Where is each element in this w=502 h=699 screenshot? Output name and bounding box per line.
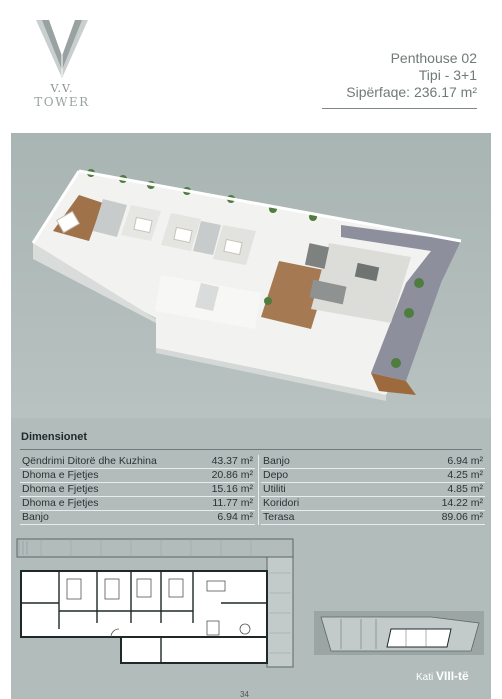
dimension-row xyxy=(20,455,255,469)
room-name: Banjo xyxy=(22,511,49,523)
room-name: Qëndrimi Ditorë dhe Kuzhina xyxy=(22,455,157,467)
floor-label-number: VIII-të xyxy=(436,669,469,683)
room-name: Dhoma e Fjetjes xyxy=(22,483,99,495)
room-area: 89.06 m² xyxy=(441,511,483,523)
dimension-row xyxy=(20,483,255,497)
room-area: 6.94 m² xyxy=(217,511,253,523)
dimension-row xyxy=(20,469,255,483)
header-divider xyxy=(322,108,477,109)
room-area: 43.37 m² xyxy=(211,455,253,467)
dimensions-column-left xyxy=(20,455,255,525)
logo-v-mark-icon xyxy=(22,18,102,82)
room-name: Banjo xyxy=(263,455,290,467)
room-area: 14.22 m² xyxy=(441,497,483,509)
room-area: 20.86 m² xyxy=(211,469,253,481)
room-area: 15.16 m² xyxy=(211,483,253,495)
dimensions-column-divider xyxy=(258,455,259,525)
room-name: Dhoma e Fjetjes xyxy=(22,497,99,509)
floor-label-prefix: Kati xyxy=(416,672,434,683)
unit-header xyxy=(346,50,477,101)
dimensions-column-right xyxy=(261,455,485,525)
isometric-floorplan-illustration xyxy=(11,133,491,418)
room-name: Depo xyxy=(263,469,289,481)
page-number: 34 xyxy=(240,690,249,699)
unit-type: Tipi - 3+1 xyxy=(418,67,477,83)
dimension-row xyxy=(261,497,485,511)
dimension-row xyxy=(261,469,485,483)
room-area: 6.94 m² xyxy=(447,455,483,467)
dimension-row xyxy=(261,455,485,469)
dimension-row xyxy=(261,511,485,525)
dimension-row xyxy=(261,483,485,497)
vv-tower-logo xyxy=(22,18,102,113)
logo-text-tower: TOWER xyxy=(34,95,90,109)
unit-title: Penthouse 02 xyxy=(390,50,477,66)
dimensions-divider xyxy=(20,449,482,450)
dimension-row xyxy=(20,497,255,511)
room-area: 4.25 m² xyxy=(447,469,483,481)
room-name: Utiliti xyxy=(263,483,286,495)
room-name: Koridori xyxy=(263,497,300,509)
apartment-3d-render xyxy=(11,133,491,418)
dimension-row xyxy=(20,511,255,525)
unit-surface: Sipërfaqe: 236.17 m² xyxy=(346,84,477,100)
room-name: Dhoma e Fjetjes xyxy=(22,469,99,481)
dimensions-panel xyxy=(11,418,491,533)
logo-text-vv: V.V. xyxy=(50,82,74,95)
floor-plans-panel xyxy=(11,533,491,699)
dimensions-title: Dimensionet xyxy=(21,431,88,443)
room-name: Terasa xyxy=(263,511,295,523)
room-area: 11.77 m² xyxy=(212,497,253,509)
room-area: 4.85 m² xyxy=(447,483,483,495)
floor-label xyxy=(416,669,469,683)
